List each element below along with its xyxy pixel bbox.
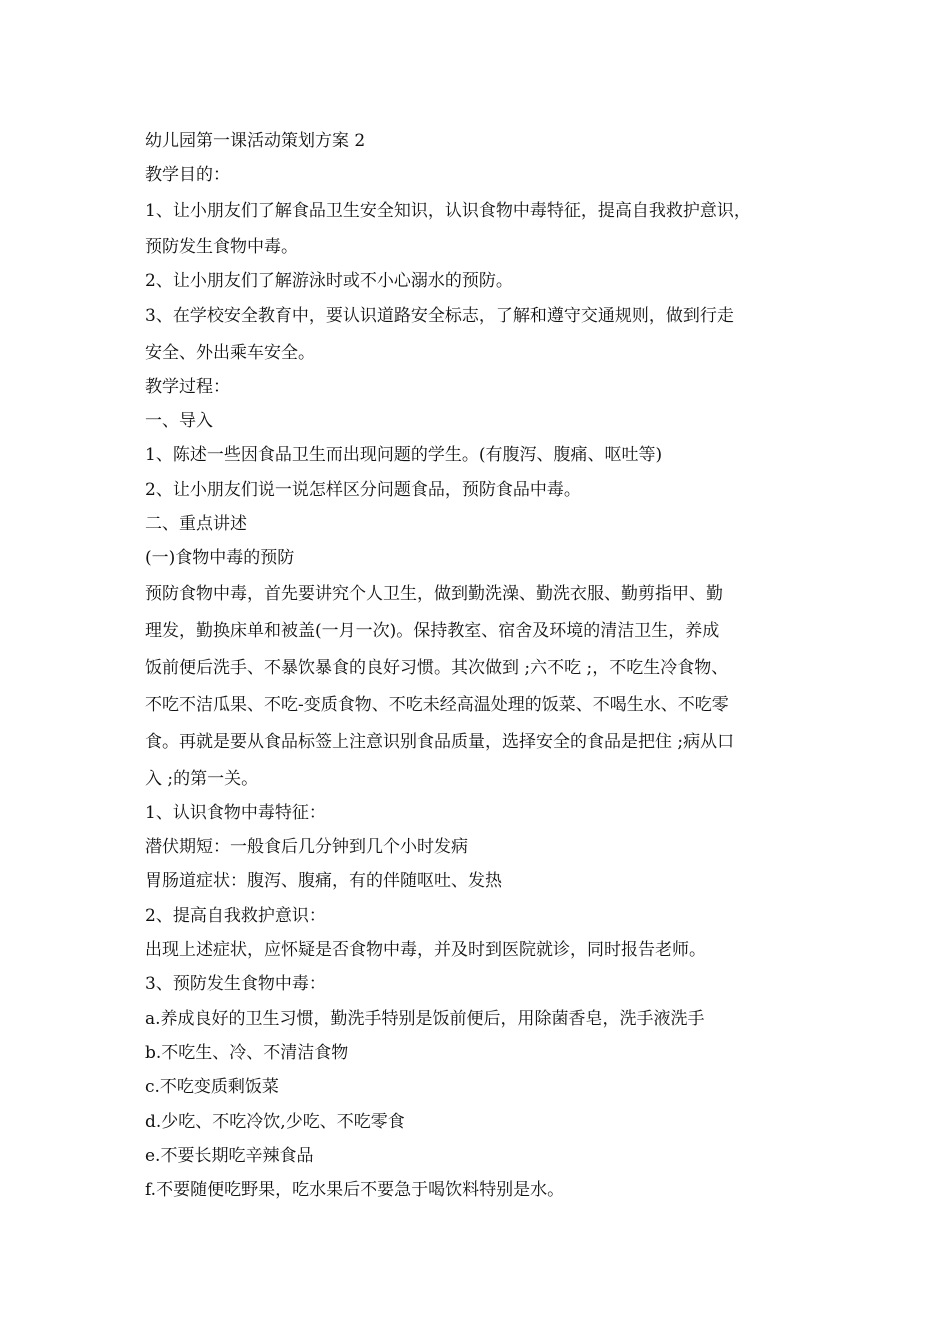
text-line: 胃肠道症状：腹泻、腹痛，有的伴随呕吐、发热 <box>145 871 502 892</box>
text-line: a.养成良好的卫生习惯，勤洗手特别是饭前便后，用除菌香皂，洗手液洗手 <box>145 1008 705 1029</box>
text-line: (一)食物中毒的预防 <box>145 548 295 569</box>
text-line: 潜伏期短：一般食后几分钟到几个小时发病 <box>145 837 468 858</box>
text-line: 1、让小朋友们了解食品卫生安全知识，认识食物中毒特征，提高自我救护意识， <box>145 200 751 221</box>
text-line: 教学过程： <box>145 376 230 397</box>
text-line: 饭前便后洗手、不暴饮暴食的良好习惯。其次做到 ;六不吃 ;，不吃生冷食物、 <box>145 658 729 679</box>
text-line: 1、陈述一些因食品卫生而出现问题的学生。(有腹泻、腹痛、呕吐等) <box>145 445 663 466</box>
text-line: e.不要长期吃辛辣食品 <box>145 1145 314 1166</box>
text-line: 2、提高自我救护意识： <box>145 905 326 926</box>
text-line: b.不吃生、冷、不清洁食物 <box>145 1042 349 1063</box>
text-line: c.不吃变质剩饭菜 <box>145 1077 279 1098</box>
document-title: 幼儿园第一课活动策划方案 2 <box>145 131 366 151</box>
text-line: 教学目的： <box>145 165 230 186</box>
text-line: 3、在学校安全教育中，要认识道路安全标志，了解和遵守交通规则，做到行走 <box>145 306 734 327</box>
text-line: 2、让小朋友们了解游泳时或不小心溺水的预防。 <box>145 271 513 292</box>
text-line: d.少吃、不吃冷饮,少吃、不吃零食 <box>145 1111 405 1132</box>
text-line: 2、让小朋友们说一说怎样区分问题食品，预防食品中毒。 <box>145 479 581 500</box>
text-line: 食。再就是要从食品标签上注意识别食品质量，选择安全的食品是把住 ;病从口 <box>145 732 735 753</box>
document-body <box>145 124 815 1207</box>
text-line: 理发，勤换床单和被盖(一月一次)。保持教室、宿舍及环境的清洁卫生，养成 <box>145 620 720 641</box>
text-line: 不吃不洁瓜果、不吃-变质食物、不吃未经高温处理的饭菜、不喝生水、不吃零 <box>145 695 729 716</box>
text-line: f.不要随便吃野果，吃水果后不要急于喝饮料特别是水。 <box>145 1180 565 1201</box>
text-line: 1、认识食物中毒特征： <box>145 802 326 823</box>
text-line: 二、重点讲述 <box>145 514 247 535</box>
text-line: 安全、外出乘车安全。 <box>145 342 315 363</box>
text-line: 入 ;的第一关。 <box>145 768 259 789</box>
text-line: 预防食物中毒，首先要讲究个人卫生，做到勤洗澡、勤洗衣服、勤剪指甲、勤 <box>145 583 723 604</box>
text-line: 3、预防发生食物中毒： <box>145 974 326 995</box>
text-line: 预防发生食物中毒。 <box>145 236 298 257</box>
text-line: 出现上述症状，应怀疑是否食物中毒，并及时到医院就诊，同时报告老师。 <box>145 940 706 961</box>
text-line: 一、导入 <box>145 411 213 432</box>
